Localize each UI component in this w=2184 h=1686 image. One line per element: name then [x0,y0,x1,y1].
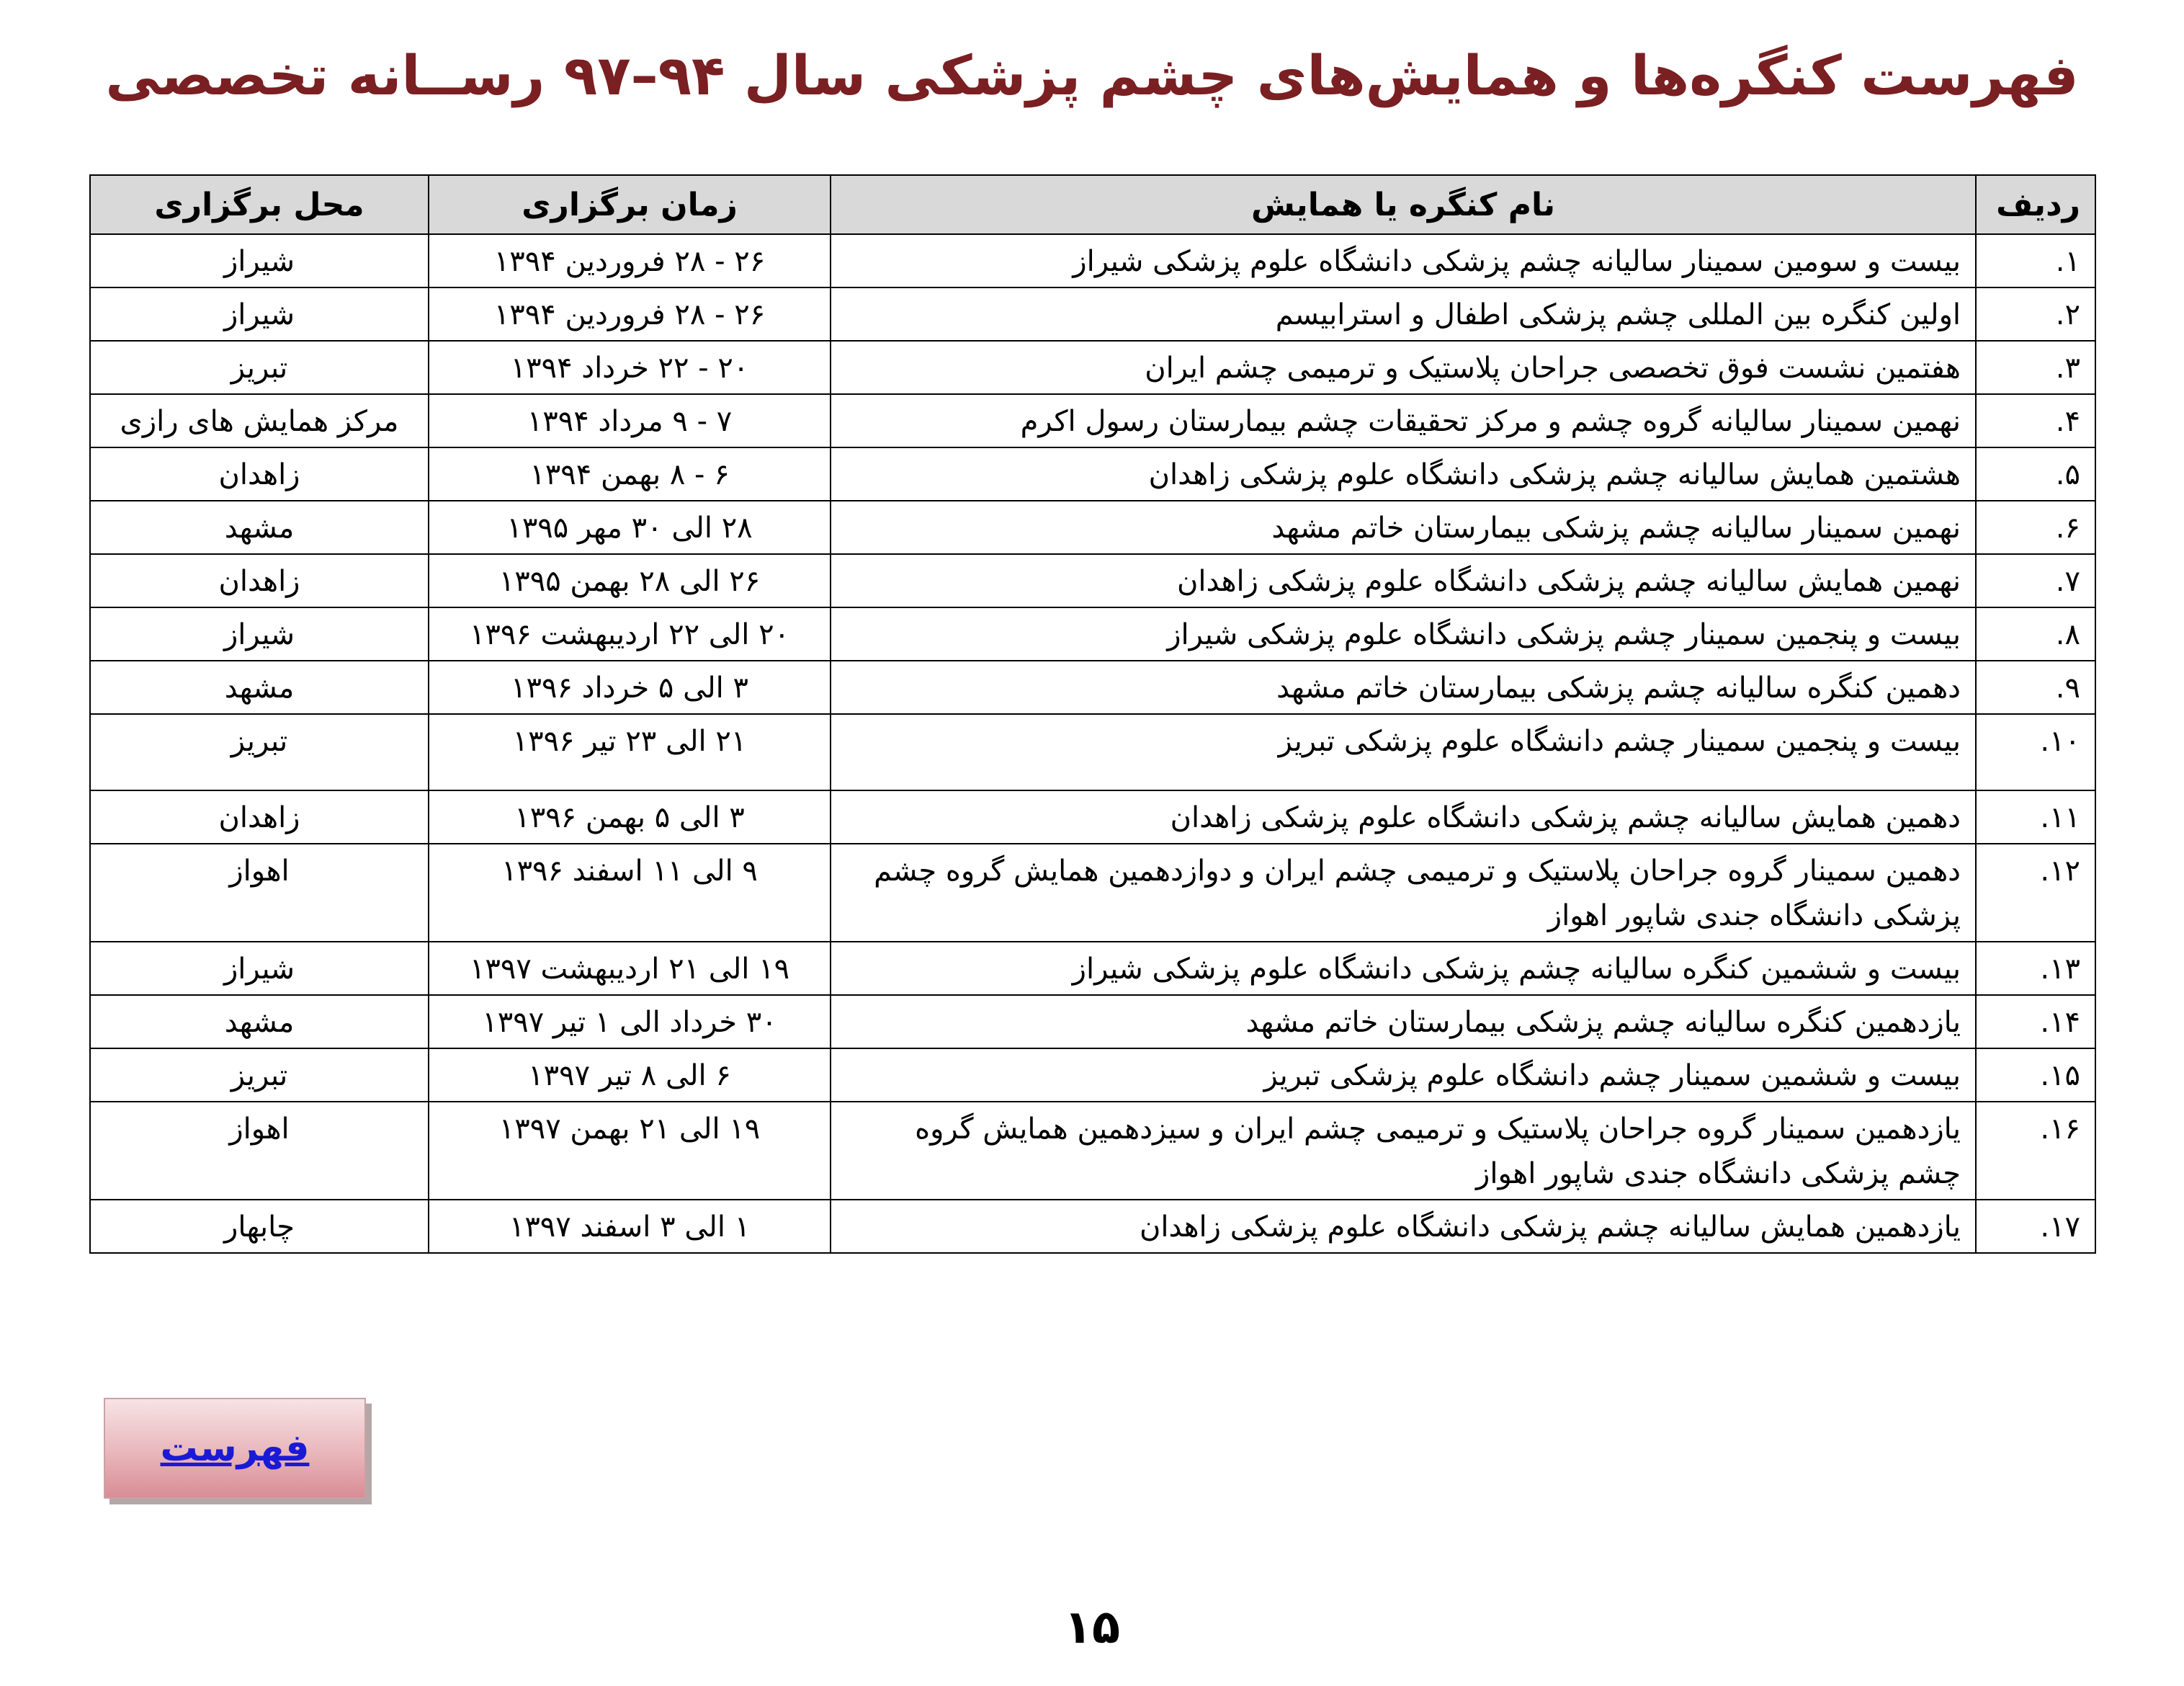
table-header-row [90,175,2095,234]
congress-name: دهمین کنگره سالیانه چشم پزشکی بیمارستان خاتم مشهد [831,661,1976,714]
table-row [90,447,2095,501]
congress-place: شیراز [90,607,429,661]
row-number: ۱۶. [1976,1102,2095,1200]
congress-name: بیست و پنجمین سمینار چشم پزشکی دانشگاه علوم پزشکی شیراز [831,607,1976,661]
header-row-number: ردیف [1976,175,2095,234]
congress-date: ۲۶ الی ۲۸ بهمن ۱۳۹۵ [429,554,831,607]
table-row [90,714,2095,790]
table-row [90,501,2095,554]
congress-place: مشهد [90,661,429,714]
page-title: فهرست کنگره‌ها و همایش‌های چشم پزشکی سال ۹۴–۹۷ رســانه تخصصی [105,43,2079,107]
congress-name: دهمین سمینار گروه جراحان پلاستیک و ترمیمی چشم ایران و دوازدهمین همایش گروه چشم پزشکی دانشگاه جندی شاپور اهواز [831,844,1976,942]
congress-date: ۶ - ۸ بهمن ۱۳۹۴ [429,447,831,501]
congress-place: زاهدان [90,554,429,607]
congress-name: اولین کنگره بین المللی چشم پزشکی اطفال و استرابیسم [831,287,1976,341]
index-link-button[interactable] [104,1398,366,1499]
congress-place: مشهد [90,501,429,554]
congress-place: زاهدان [90,790,429,844]
congress-place: شیراز [90,287,429,341]
table-row [90,844,2095,942]
congress-name: یازدهمین همایش سالیانه چشم پزشکی دانشگاه علوم پزشکی زاهدان [831,1200,1976,1253]
congress-place: تبریز [90,341,429,394]
congress-date: ۲۰ - ۲۲ خرداد ۱۳۹۴ [429,341,831,394]
congress-date: ۳۰ خرداد الی ۱ تیر ۱۳۹۷ [429,995,831,1048]
congress-date: ۱۹ الی ۲۱ بهمن ۱۳۹۷ [429,1102,831,1200]
row-number: ۱۲. [1976,844,2095,942]
congress-place: زاهدان [90,447,429,501]
table-row [90,661,2095,714]
congress-date: ۲۸ الی ۳۰ مهر ۱۳۹۵ [429,501,831,554]
table-row [90,341,2095,394]
row-number: ۱۰. [1976,714,2095,790]
congress-name: یازدهمین سمینار گروه جراحان پلاستیک و ترمیمی چشم ایران و سیزدهمین همایش گروه چشم پزشکی دانشگاه جندی شاپور اهواز [831,1102,1976,1200]
congress-date: ۱۹ الی ۲۱ اردیبهشت ۱۳۹۷ [429,942,831,995]
row-number: ۱۱. [1976,790,2095,844]
header-date: زمان برگزاری [429,175,831,234]
congress-place: مشهد [90,995,429,1048]
congress-date: ۲۶ - ۲۸ فروردین ۱۳۹۴ [429,234,831,287]
table-row [90,1102,2095,1200]
table-row [90,394,2095,447]
congress-place: تبریز [90,1048,429,1102]
congress-place: شیراز [90,942,429,995]
table-row [90,1048,2095,1102]
table-row [90,607,2095,661]
congress-place: شیراز [90,234,429,287]
congress-name: نهمین سمینار سالیانه چشم پزشکی بیمارستان خاتم مشهد [831,501,1976,554]
congress-place: اهواز [90,844,429,942]
congress-name: نهمین همایش سالیانه چشم پزشکی دانشگاه علوم پزشکی زاهدان [831,554,1976,607]
congress-name: هشتمین همایش سالیانه چشم پزشکی دانشگاه علوم پزشکی زاهدان [831,447,1976,501]
page-number: ۱۵ [1063,1601,1121,1654]
row-number: ۱۵. [1976,1048,2095,1102]
congress-place: مرکز همایش های رازی [90,394,429,447]
row-number: ۶. [1976,501,2095,554]
row-number: ۲. [1976,287,2095,341]
row-number: ۱۳. [1976,942,2095,995]
row-number: ۴. [1976,394,2095,447]
row-number: ۳. [1976,341,2095,394]
congress-date: ۲۶ - ۲۸ فروردین ۱۳۹۴ [429,287,831,341]
table-row [90,234,2095,287]
congress-date: ۳ الی ۵ بهمن ۱۳۹۶ [429,790,831,844]
congress-name: بیست و پنجمین سمینار چشم دانشگاه علوم پزشکی تبریز [831,714,1976,790]
congress-date: ۹ الی ۱۱ اسفند ۱۳۹۶ [429,844,831,942]
congress-name: بیست و ششمین سمینار چشم دانشگاه علوم پزشکی تبریز [831,1048,1976,1102]
header-place: محل برگزاری [90,175,429,234]
congress-name: یازدهمین کنگره سالیانه چشم پزشکی بیمارستان خاتم مشهد [831,995,1976,1048]
congress-date: ۷ - ۹ مرداد ۱۳۹۴ [429,394,831,447]
congress-name: بیست و سومین سمینار سالیانه چشم پزشکی دانشگاه علوم پزشکی شیراز [831,234,1976,287]
congress-place: تبریز [90,714,429,790]
row-number: ۱. [1976,234,2095,287]
congress-table [89,174,2096,1254]
congress-name: نهمین سمینار سالیانه گروه چشم و مرکز تحقیقات چشم بیمارستان رسول اکرم [831,394,1976,447]
congress-table-container [89,174,2095,1254]
row-number: ۱۴. [1976,995,2095,1048]
row-number: ۵. [1976,447,2095,501]
congress-date: ۶ الی ۸ تیر ۱۳۹۷ [429,1048,831,1102]
row-number: ۷. [1976,554,2095,607]
congress-name: هفتمین نشست فوق تخصصی جراحان پلاستیک و ترمیمی چشم ایران [831,341,1976,394]
congress-date: ۱ الی ۳ اسفند ۱۳۹۷ [429,1200,831,1253]
row-number: ۸. [1976,607,2095,661]
table-row [90,942,2095,995]
congress-place: اهواز [90,1102,429,1200]
congress-date: ۲۰ الی ۲۲ اردیبهشت ۱۳۹۶ [429,607,831,661]
row-number: ۹. [1976,661,2095,714]
table-row [90,1200,2095,1253]
table-row [90,554,2095,607]
congress-place: چابهار [90,1200,429,1253]
table-row [90,287,2095,341]
index-link-label[interactable]: فهرست [160,1427,310,1470]
congress-date: ۳ الی ۵ خرداد ۱۳۹۶ [429,661,831,714]
congress-name: دهمین همایش سالیانه چشم پزشکی دانشگاه علوم پزشکی زاهدان [831,790,1976,844]
row-number: ۱۷. [1976,1200,2095,1253]
table-row [90,790,2095,844]
congress-date: ۲۱ الی ۲۳ تیر ۱۳۹۶ [429,714,831,790]
header-congress-name: نام کنگره یا همایش [831,175,1976,234]
table-row [90,995,2095,1048]
congress-name: بیست و ششمین کنگره سالیانه چشم پزشکی دانشگاه علوم پزشکی شیراز [831,942,1976,995]
